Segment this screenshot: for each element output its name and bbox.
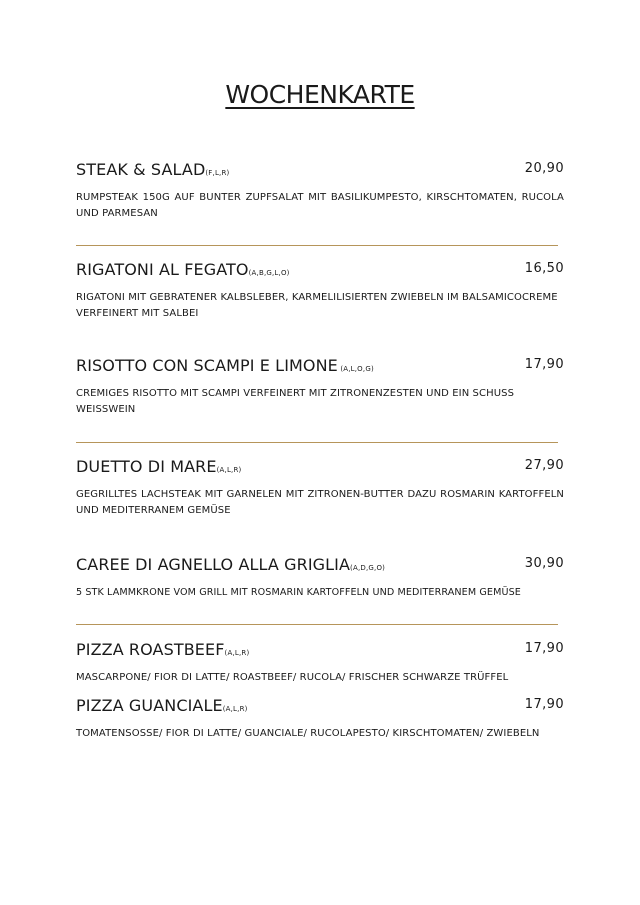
dish-item	[76, 555, 564, 601]
page-title: WOCHENKARTE	[225, 80, 415, 109]
dish-price: 27,90	[524, 458, 564, 473]
dish-allergens: (F,L,R)	[205, 169, 230, 177]
dish-price: 17,90	[524, 697, 564, 712]
dish-allergens: (A,L,R)	[216, 466, 242, 474]
dish-description: RUMPSTEAK 150G AUF BUNTER ZUPFSALAT MIT BASILIKUMPESTO, KIRSCHTOMATEN, RUCOLA UND PARMESAN	[76, 192, 564, 219]
dish-item	[76, 696, 564, 742]
dish-item	[76, 160, 564, 222]
dish-price: 20,90	[524, 161, 564, 176]
dish-description: 5 STK LAMMKRONE VOM GRILL MIT ROSMARIN KARTOFFELN UND MEDITERRANEM GEMÜSE	[76, 587, 521, 598]
dish-name: PIZZA ROASTBEEF(A,L,R)	[76, 640, 250, 659]
dish-header	[76, 356, 564, 378]
dish-header	[76, 260, 564, 282]
dish-description: RIGATONI MIT GEBRATENER KALBSLEBER, KARMELILISIERTEN ZWIEBELN IM BALSAMICOCREME VERFEINERT MIT SALBEI	[76, 292, 558, 319]
dish-description: CREMIGES RISOTTO MIT SCAMPI VERFEINERT MIT ZITRONENZESTEN UND EIN SCHUSS WEISSWEIN	[76, 388, 515, 415]
divider	[76, 245, 558, 246]
dish-allergens: (A,L,R)	[222, 705, 248, 713]
dish-item	[76, 260, 564, 322]
dish-name: PIZZA GUANCIALE(A,L,R)	[76, 696, 248, 715]
dish-price: 30,90	[524, 556, 564, 571]
dish-header	[76, 696, 564, 718]
dish-price: 17,90	[524, 641, 564, 656]
dish-header	[76, 457, 564, 479]
dish-name: CAREE DI AGNELLO ALLA GRIGLIA(A,D,G,O)	[76, 555, 386, 574]
dish-item	[76, 457, 564, 519]
dish-allergens: (A,L,R)	[224, 649, 250, 657]
dish-description: GEGRILLTES LACHSTEAK MIT GARNELEN MIT ZITRONEN-BUTTER DAZU ROSMARIN KARTOFFELN UND MEDITERRANEM GEMÜSE	[76, 489, 564, 516]
dish-allergens: (A,L,O,G)	[337, 365, 374, 373]
dish-item	[76, 356, 564, 418]
dish-name: DUETTO DI MARE(A,L,R)	[76, 457, 242, 476]
dish-item	[76, 640, 564, 686]
divider	[76, 442, 558, 443]
dish-allergens: (A,B,G,L,O)	[248, 269, 290, 277]
dish-price: 16,50	[524, 261, 564, 276]
dish-header	[76, 640, 564, 662]
dish-header	[76, 160, 564, 182]
dish-allergens: (A,D,G,O)	[350, 564, 386, 572]
dish-price: 17,90	[524, 357, 564, 372]
dish-name: RIGATONI AL FEGATO(A,B,G,L,O)	[76, 260, 290, 279]
dish-header	[76, 555, 564, 577]
dish-description: MASCARPONE/ FIOR DI LATTE/ ROASTBEEF/ RUCOLA/ FRISCHER SCHWARZE TRÜFFEL	[76, 672, 509, 683]
dish-name: RISOTTO CON SCAMPI E LIMONE (A,L,O,G)	[76, 356, 374, 375]
dish-name: STEAK & SALAD(F,L,R)	[76, 160, 230, 179]
divider	[76, 624, 558, 625]
dish-description: TOMATENSOSSE/ FIOR DI LATTE/ GUANCIALE/ RUCOLAPESTO/ KIRSCHTOMATEN/ ZWIEBELN	[76, 728, 540, 739]
